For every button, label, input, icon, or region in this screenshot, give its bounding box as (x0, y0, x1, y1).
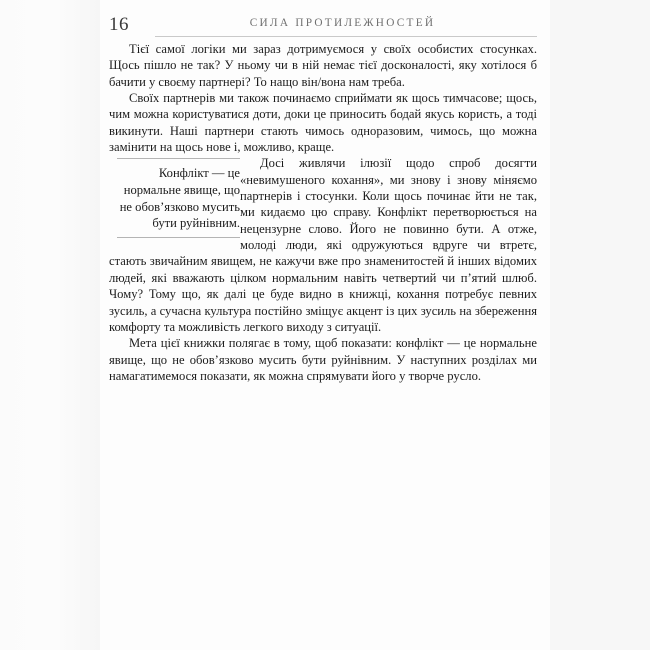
paragraph-2: Своїх партнерів ми також починаємо сприймати як щось тимчасове; щось, чим можна користуватися доти, доки це приносить бодай якусь користь, а тоді викинути. Наші партнери стають чимось одноразовим, чимось, що можна замінити на щось нове і, можливо, краще. (109, 91, 537, 155)
running-head-rule (155, 36, 537, 37)
page-number: 16 (109, 14, 129, 35)
running-head (100, 13, 537, 39)
paragraph-4: Мета цієї книжки полягає в тому, щоб показати: конфлікт — це нормальне явище, що не обов’язково мусить бути руйнівним. У наступних розділах ми намагатимемося показати, як можна спрямувати його у творче русло. (109, 336, 537, 383)
pull-quote-text: Конфлікт — це нормальне явище, що не обов’язково мусить бути руйнівним. (119, 166, 240, 231)
pull-quote (117, 158, 240, 237)
pull-quote-rule-bottom (117, 237, 240, 238)
running-head-title: СИЛА ПРОТИЛЕЖНОСТЕЙ (249, 17, 436, 29)
page-outer-edge (550, 0, 650, 650)
paragraph-3: Досі живлячи ілюзії щодо спроб досягти «невимушеного кохання», ми знову і знову міняємо партнерів і стосунки. Коли щось починає йти не так, ми кидаємо цю справу. Конфлікт перетворюється на нецензурне слово. Його не повинно бути. А отже, молоді люди, які одружуються вдруге чи втретє, стають звичайним явищем, не кажучи вже про знаменитостей й інших відомих людей, які вважають цілком нормальним навіть четвертий чи п’ятий шлюб. Чому? Тому що, як далі це буде видно в книжці, кохання потребує певних зусиль, а сучасна культура постійно зміщує акцент із цих зусиль на збереження комфорту та можливість легкого виходу з ситуації. (109, 156, 537, 334)
body-text-column (109, 41, 537, 384)
pull-quote-rule-top (117, 158, 240, 159)
type-block (100, 0, 550, 650)
page-gutter-shadow (0, 0, 100, 650)
paragraph-1: Тієї самої логіки ми зараз дотримуємося у своїх особистих стосунках. Щось пішло не так? У ньому чи в ній немає тієї досконалості, яку хотілося б бачити у своєму партнері? То нащо він/вона нам треба. (109, 42, 537, 89)
